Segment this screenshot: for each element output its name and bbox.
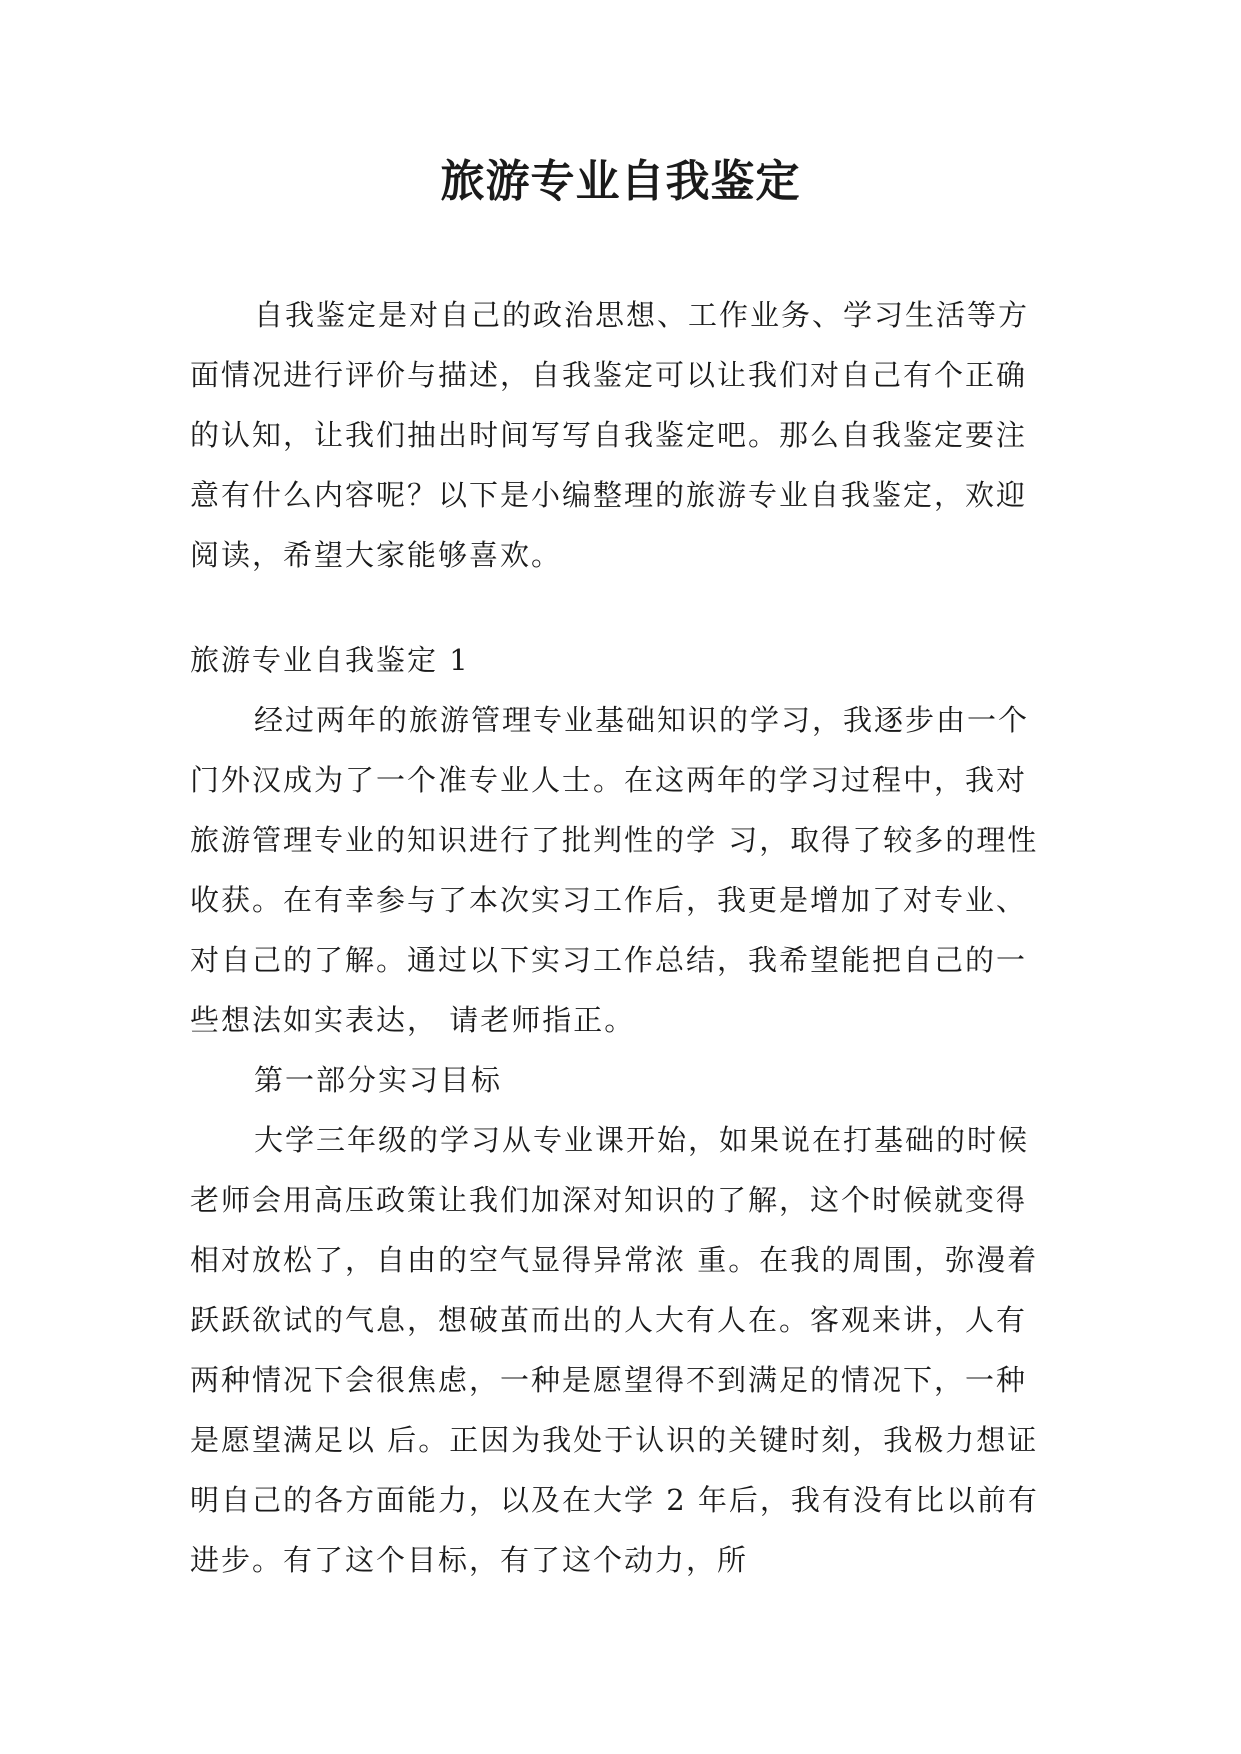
- body-paragraph: 大学三年级的学习从专业课开始，如果说在打基础的时候老师会用高压政策让我们加深对知识的了解，这个时候就变得相对放松了，自由的空气显得异常浓 重。在我的周围，弥漫着跃跃欲试的气息，想破茧而出的人大有人在。客观来讲，人有两种情况下会很焦虑，一种是愿望得不到满足的情况下，一种是愿望满足以 后。正因为我处于认识的关键时刻，我极力想证明自己的各方面能力，以及在大学 2 年后，我有没有比以前有进步。有了这个目标，有了这个动力，所: [190, 1123, 1039, 1577]
- intro-paragraph: 自我鉴定是对自己的政治思想、工作业务、学习生活等方面情况进行评价与描述，自我鉴定可以让我们对自己有个正确的认知，让我们抽出时间写写自我鉴定吧。那么自我鉴定要注意有什么内容呢？以下是小编整理的旅游专业自我鉴定，欢迎阅读，希望大家能够喜欢。: [190, 298, 1030, 572]
- section-block: [190, 630, 1050, 1590]
- section-title: 旅游专业自我鉴定 1: [190, 643, 470, 677]
- subsection-heading: 第一部分实习目标: [254, 1063, 503, 1097]
- body-paragraph: 经过两年的旅游管理专业基础知识的学习，我逐步由一个门外汉成为了一个准专业人士。在这两年的学习过程中，我对旅游管理专业的知识进行了批判性的学 习，取得了较多的理性收获。在有幸参与了本次实习工作后，我更是增加了对专业、对自己的了解。通过以下实习工作总结，我希望能把自己的一些想法如实表达， 请老师指正。: [190, 703, 1039, 1037]
- intro-block: [190, 285, 1050, 585]
- document-title: 旅游专业自我鉴定: [440, 156, 801, 207]
